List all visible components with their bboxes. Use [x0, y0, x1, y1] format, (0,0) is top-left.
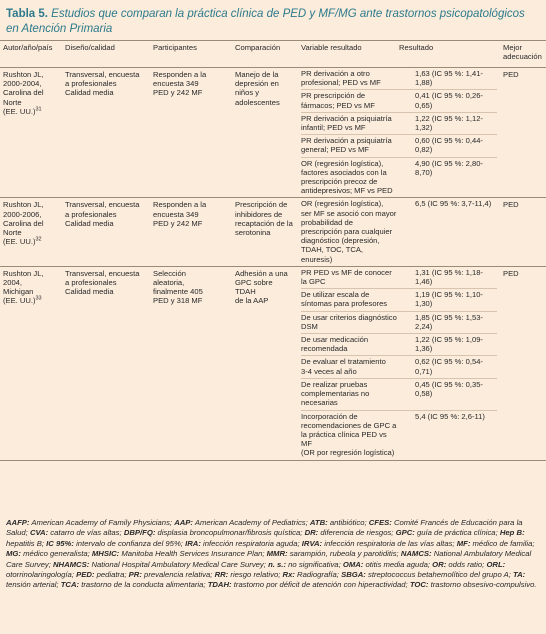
variable-result-pair — [301, 289, 497, 311]
reference-number: 31 — [35, 106, 42, 113]
table-title — [6, 7, 540, 37]
table-row — [0, 198, 546, 266]
cell-comparison — [232, 68, 298, 198]
footnote-text: infección respiratoria aguda; — [200, 538, 302, 548]
footnote-abbr: TA: — [512, 570, 526, 580]
result-text: 1,31 (IC 95 %: 1,18-1,46) — [415, 267, 483, 287]
footnote-text: guía de práctica clínica; — [414, 528, 500, 538]
result-text: 0,45 (IC 95 %: 0,35-0,58) — [415, 379, 483, 399]
footnote-abbr: TCA: — [60, 580, 80, 590]
footnote-abbr: TOC: — [409, 580, 429, 590]
footnote-abbr: RR: — [214, 570, 229, 580]
cell-design-text: Transversal, encuesta a profesionales Calidad media — [65, 268, 140, 297]
cell-design-text: Transversal, encuesta a profesionales Calidad media — [65, 70, 140, 98]
variable-text: OR (regresión logística), factores asociados con la prescripción precoz de antidepresivos; MF vs PED — [301, 158, 393, 196]
footnote-text: pediatra; — [94, 570, 129, 580]
footnote-text: trastorno por déficit de atención con hiperactividad; — [231, 580, 410, 590]
result-text: 0,62 (IC 95 %: 0,54-0,71) — [415, 357, 483, 376]
table-row — [0, 68, 546, 198]
footnote-abbr: TDAH: — [207, 580, 232, 590]
result-text: 1,22 (IC 95 %: 1,12-1,32) — [415, 113, 483, 133]
cell-best-text: PED — [503, 70, 519, 79]
footnote-text: médico de familia; — [470, 538, 535, 548]
variable-text: Incorporación de recomendaciones de GPC a la práctica clínica PED vs MF (OR por regresión logística) — [301, 411, 397, 458]
result-text: 1,63 (IC 95 %: 1,41-1,88) — [415, 69, 483, 88]
cell-participants — [150, 266, 232, 460]
header-row — [0, 41, 546, 68]
footnote-text: tensión arterial; — [6, 580, 61, 590]
footnote-abbr: NAMCS: — [400, 549, 432, 559]
result-text: 1,19 (IC 95 %: 1,10-1,30) — [415, 290, 483, 309]
header-author: Autor/año/país — [0, 41, 62, 68]
footnote-abbr: IRVA: — [301, 538, 323, 548]
cell-best-text: PED — [503, 200, 519, 210]
studies-table — [0, 40, 546, 461]
footnote-abbr: PED: — [76, 570, 95, 580]
variable-result-pair — [301, 356, 497, 378]
cell-comparison-text: Adhesión a una GPC sobre TDAH de la AAP — [235, 268, 288, 306]
cell-variables-results — [298, 266, 500, 460]
footnote-text: riesgo relativo; — [228, 570, 283, 580]
table-row — [0, 266, 546, 460]
cell-design — [62, 198, 150, 266]
variable-text: PR prescripción de fármacos; PED vs MF — [301, 91, 375, 110]
result-text: 1,22 (IC 95 %: 1,09-1,36) — [415, 335, 483, 354]
footnote-text: displasia broncopulmonar/fibrosis quística; — [155, 528, 305, 538]
header-design: Diseño/calidad — [62, 41, 150, 68]
variable-text: De usar criterios diagnóstico DSM — [301, 312, 397, 331]
footnotes — [6, 518, 540, 591]
reference-number: 33 — [35, 295, 42, 302]
variable-text: De usar medicación recomendada — [301, 335, 369, 354]
footnote-abbr: GPC: — [395, 528, 415, 538]
cell-best — [500, 68, 546, 198]
cell-comparison — [232, 266, 298, 460]
variable-result-pair — [301, 379, 497, 411]
footnote-abbr: AAP: — [174, 518, 193, 527]
footnote-abbr: CVA: — [29, 528, 49, 538]
footnote-text: sarampión, rubeola y parotiditis; — [287, 549, 401, 559]
cell-author — [0, 68, 62, 198]
variable-result-pair — [301, 158, 497, 198]
cell-design-text: Transversal, encuesta a profesionales Calidad media — [65, 200, 140, 228]
footnote-text: otitis media aguda; — [363, 559, 433, 569]
footnote-abbr: CFES: — [368, 518, 392, 527]
variable-text: PR derivación a otro profesional; PED vs MF — [301, 69, 381, 88]
footnote-text: catarro de vías altas; — [48, 528, 124, 538]
variable-result-pair — [301, 411, 497, 460]
footnote-text: American Academy of Pediatrics; — [192, 518, 310, 527]
footnote-text: prevalencia relativa; — [141, 570, 215, 580]
footnote-abbr: ATB: — [309, 518, 328, 527]
cell-author — [0, 266, 62, 460]
footnote-abbr: PR: — [128, 570, 142, 580]
result-text: 0,60 (IC 95 %: 0,44-0,82) — [415, 136, 483, 155]
result-text: 5,4 (IC 95 %: 2,6-11) — [415, 411, 485, 421]
cell-comparison-text: Manejo de la depresión en niños y adolescentes — [235, 70, 280, 107]
footnote-abbr: IRA: — [185, 538, 201, 548]
result-text: 0,41 (IC 95 %: 0,26-0,65) — [415, 91, 483, 110]
variable-text: De realizar pruebas complementarias no necesarias — [301, 379, 370, 408]
variable-text: De utilizar escala de síntomas para profesores — [301, 290, 388, 309]
footnote-text: trastorno de la conducta alimentaria; — [79, 580, 208, 590]
footnote-abbr: OMA: — [342, 559, 364, 569]
footnote-text: National Hospital Ambulatory Medical Care Survey; — [89, 559, 269, 569]
footnote-text: odds ratio; — [446, 559, 487, 569]
footnote-abbr: AAFP: — [6, 518, 30, 527]
footnote-text: hepatitis B; — [6, 538, 47, 548]
result-text: 1,85 (IC 95 %: 1,53-2,24) — [415, 312, 483, 331]
variable-result-pair — [301, 312, 497, 334]
footnote-abbr: Rx: — [282, 570, 295, 580]
cell-best — [500, 198, 546, 266]
variable-result-pair — [301, 334, 497, 356]
cell-participants-text: Responden a la encuesta 349 PED y 242 MF — [153, 70, 207, 98]
footnote-abbr: SBGA: — [341, 570, 366, 580]
variable-result-pair — [301, 90, 497, 112]
variable-text: PR PED vs MF de conocer la GPC — [301, 267, 392, 287]
header-result: Resultado — [396, 41, 500, 68]
footnote-abbr: MHSIC: — [91, 549, 120, 559]
footnote-abbr: Hep B: — [499, 528, 525, 538]
footnote-abbr: MF: — [456, 538, 471, 548]
footnote-text: no significativa; — [286, 559, 343, 569]
footnote-text: Manitoba Health Services Insurance Plan; — [119, 549, 267, 559]
table-caption: Estudios que comparan la práctica clínica de PED y MF/MG ante trastornos psicopatológicos en Atención Primaria — [6, 8, 525, 35]
cell-best — [500, 266, 546, 460]
footnote-text: antibiótico; — [327, 518, 369, 527]
cell-participants-text: Selección aleatoria, finalmente 405 PED y 318 MF — [153, 268, 203, 306]
footnote-text: otorrinolaringología; — [6, 570, 77, 580]
cell-participants — [150, 198, 232, 266]
variable-result-pair — [301, 68, 497, 90]
cell-author — [0, 198, 62, 266]
variable-result-pair — [301, 113, 497, 135]
cell-variables-results — [298, 198, 500, 266]
footnote-text: médico generalista; — [20, 549, 92, 559]
variable-result-pair — [301, 135, 497, 157]
footnote-text: infección respiratoria de las vías altas; — [322, 538, 457, 548]
cell-participants — [150, 68, 232, 198]
table-number: Tabla 5. — [6, 8, 48, 20]
cell-design — [62, 266, 150, 460]
header-comparison: Comparación — [232, 41, 298, 68]
cell-author-text: Rushton JL, 2004, Michigan (EE. UU.) — [3, 268, 44, 306]
footnote-text: Comité Francés de Educación para la Salud; — [6, 518, 523, 538]
footnote-abbr: ORL: — [486, 559, 506, 569]
cell-comparison-text: Prescripción de inhibidores de recaptación de la serotonina — [235, 200, 293, 238]
cell-comparison — [232, 198, 298, 266]
footnote-abbr: OR: — [432, 559, 447, 569]
cell-author-text: Rushton JL, 2000-2004, Carolina del Norte (EE. UU.) — [3, 70, 44, 116]
footnote-text: American Academy of Family Physicians; — [29, 518, 175, 527]
result-text: 6,5 (IC 95 %: 3,7-11,4) — [415, 199, 492, 209]
footnote-text: trastorno obsesivo-compulsivo. — [428, 580, 537, 590]
footnote-text: streptococcus betahemolítico del grupo A; — [365, 570, 513, 580]
footnote-abbr: MMR: — [266, 549, 288, 559]
result-text: 4,90 (IC 95 %: 2,80-8,70) — [415, 158, 483, 177]
cell-variables-results — [298, 68, 500, 198]
footnote-abbr: MG: — [6, 549, 21, 559]
footnote-abbr: DR: — [304, 528, 319, 538]
variable-text: De evaluar el tratamiento 3-4 veces al año — [301, 357, 386, 376]
footnote-text: diferencia de riesgos; — [318, 528, 396, 538]
footnote-abbr: IC 95%: — [46, 538, 74, 548]
reference-number: 32 — [35, 236, 42, 243]
header-participants: Participantes — [150, 41, 232, 68]
variable-result-pair — [301, 198, 497, 265]
footnote-text: Radiografía; — [294, 570, 342, 580]
footnote-text: National Ambulatory Medical Care Survey; — [6, 549, 532, 569]
variable-text: PR derivación a psiquiatría infantil; PED vs MF — [301, 113, 392, 133]
cell-author-text: Rushton JL, 2000-2006, Carolina del Norte (EE. UU.) — [3, 200, 44, 247]
footnote-abbr: NHAMCS: — [53, 559, 90, 569]
variable-text: PR derivación a psiquiatría general; PED vs MF — [301, 136, 392, 155]
header-best: Mejor adecuación — [500, 41, 546, 68]
footnote-text: intervalo de confianza del 95%; — [73, 538, 186, 548]
footnote-abbr: n. s.: — [268, 559, 287, 569]
header-variable: Variable resultado — [298, 41, 396, 68]
variable-text: OR (regresión logística), ser MF se asoció con mayor probabilidad de prescripción para cualquier diagnóstico (depresión, TDAH, TOC, TCA, enuresis) — [301, 199, 397, 264]
cell-best-text: PED — [503, 268, 519, 278]
cell-participants-text: Responden a la encuesta 349 PED y 242 MF — [153, 200, 207, 228]
footnote-abbr: DBP/FQ: — [123, 528, 156, 538]
variable-result-pair — [301, 267, 497, 289]
cell-design — [62, 68, 150, 198]
